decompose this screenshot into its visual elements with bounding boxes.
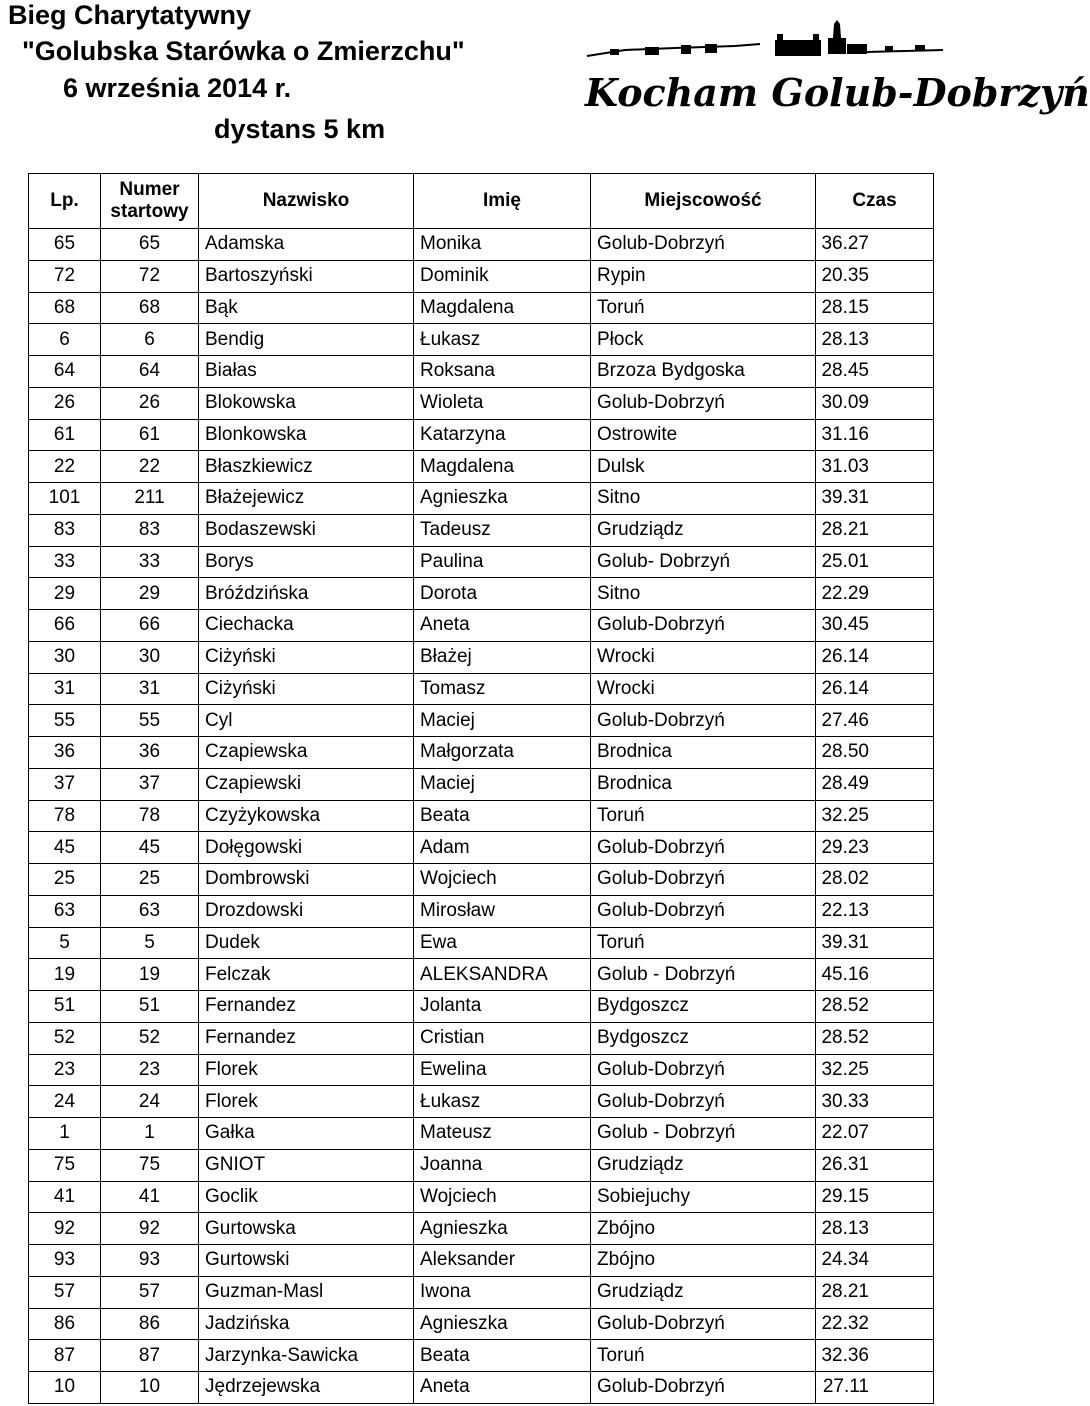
cell-time: 22.13 bbox=[816, 895, 934, 927]
cell-first-name: Tomasz bbox=[414, 673, 591, 705]
cell-time: 27.46 bbox=[816, 705, 934, 737]
table-row bbox=[29, 673, 934, 705]
cell-time: 25.01 bbox=[816, 546, 934, 578]
cell-lp: 78 bbox=[29, 800, 101, 832]
cell-surname: Florek bbox=[199, 1054, 414, 1086]
cell-start-number: 75 bbox=[101, 1149, 199, 1181]
cell-surname: Cyl bbox=[199, 705, 414, 737]
cell-surname: Felczak bbox=[199, 959, 414, 991]
table-row bbox=[29, 1181, 934, 1213]
cell-start-number: 64 bbox=[101, 356, 199, 388]
cell-town: Golub-Dobrzyń bbox=[591, 1308, 816, 1340]
cell-time: 39.31 bbox=[816, 927, 934, 959]
table-row bbox=[29, 1054, 934, 1086]
cell-first-name: Aleksander bbox=[414, 1245, 591, 1277]
cell-first-name: Łukasz bbox=[414, 324, 591, 356]
cell-town: Dulsk bbox=[591, 451, 816, 483]
cell-town: Zbójno bbox=[591, 1245, 816, 1277]
cell-surname: Ciżyński bbox=[199, 673, 414, 705]
cell-surname: Czapiewska bbox=[199, 737, 414, 769]
cell-first-name: Joanna bbox=[414, 1149, 591, 1181]
cell-time: 30.09 bbox=[816, 387, 934, 419]
cell-first-name: Wioleta bbox=[414, 387, 591, 419]
cell-start-number: 6 bbox=[101, 324, 199, 356]
cell-surname: Dudek bbox=[199, 927, 414, 959]
cell-time: 28.52 bbox=[816, 1022, 934, 1054]
cell-surname: Adamska bbox=[199, 229, 414, 261]
cell-town: Brodnica bbox=[591, 737, 816, 769]
cell-first-name: Dominik bbox=[414, 260, 591, 292]
cell-town: Grudziądz bbox=[591, 1276, 816, 1308]
cell-lp: 93 bbox=[29, 1245, 101, 1277]
cell-surname: Dołęgowski bbox=[199, 832, 414, 864]
cell-surname: Guzman-Masl bbox=[199, 1276, 414, 1308]
col-header-surname: Nazwisko bbox=[199, 174, 414, 229]
cell-start-number: 51 bbox=[101, 991, 199, 1023]
cell-start-number: 24 bbox=[101, 1086, 199, 1118]
table-row bbox=[29, 387, 934, 419]
cell-first-name: Wojciech bbox=[414, 1181, 591, 1213]
cell-start-number: 66 bbox=[101, 610, 199, 642]
cell-lp: 22 bbox=[29, 451, 101, 483]
cell-start-number: 68 bbox=[101, 292, 199, 324]
cell-town: Bydgoszcz bbox=[591, 1022, 816, 1054]
cell-lp: 66 bbox=[29, 610, 101, 642]
cell-lp: 19 bbox=[29, 959, 101, 991]
cell-start-number: 41 bbox=[101, 1181, 199, 1213]
cell-first-name: Ewelina bbox=[414, 1054, 591, 1086]
table-row bbox=[29, 800, 934, 832]
cell-surname: Bartoszyński bbox=[199, 260, 414, 292]
cell-first-name: Iwona bbox=[414, 1276, 591, 1308]
cell-surname: Bodaszewski bbox=[199, 514, 414, 546]
cell-first-name: Agnieszka bbox=[414, 1308, 591, 1340]
cell-start-number: 55 bbox=[101, 705, 199, 737]
cell-town: Grudziądz bbox=[591, 514, 816, 546]
cell-lp: 25 bbox=[29, 864, 101, 896]
cell-lp: 86 bbox=[29, 1308, 101, 1340]
cell-lp: 23 bbox=[29, 1054, 101, 1086]
cell-time: 27.11 bbox=[816, 1372, 934, 1404]
cell-town: Golub - Dobrzyń bbox=[591, 959, 816, 991]
col-header-town: Miejscowość bbox=[591, 174, 816, 229]
cell-start-number: 22 bbox=[101, 451, 199, 483]
cell-time: 28.21 bbox=[816, 1276, 934, 1308]
event-date: 6 września 2014 r. bbox=[63, 73, 292, 103]
table-row bbox=[29, 229, 934, 261]
cell-first-name: ALEKSANDRA bbox=[414, 959, 591, 991]
cell-surname: Gałka bbox=[199, 1118, 414, 1150]
cell-time: 39.31 bbox=[816, 483, 934, 515]
cell-lp: 26 bbox=[29, 387, 101, 419]
cell-surname: Drozdowski bbox=[199, 895, 414, 927]
cell-start-number: 33 bbox=[101, 546, 199, 578]
cell-time: 26.31 bbox=[816, 1149, 934, 1181]
cell-town: Golub- Dobrzyń bbox=[591, 546, 816, 578]
cell-first-name: Mateusz bbox=[414, 1118, 591, 1150]
cell-lp: 87 bbox=[29, 1340, 101, 1372]
cell-start-number: 72 bbox=[101, 260, 199, 292]
cell-lp: 61 bbox=[29, 419, 101, 451]
table-row bbox=[29, 959, 934, 991]
cell-surname: Ciżyński bbox=[199, 641, 414, 673]
cell-time: 45.16 bbox=[816, 959, 934, 991]
cell-town: Bydgoszcz bbox=[591, 991, 816, 1023]
cell-first-name: Tadeusz bbox=[414, 514, 591, 546]
cell-start-number: 10 bbox=[101, 1372, 199, 1404]
cell-lp: 29 bbox=[29, 578, 101, 610]
cell-first-name: Roksana bbox=[414, 356, 591, 388]
cell-time: 32.25 bbox=[816, 1054, 934, 1086]
table-row bbox=[29, 483, 934, 515]
cell-time: 31.03 bbox=[816, 451, 934, 483]
cell-time: 28.02 bbox=[816, 864, 934, 896]
castle-skyline-icon bbox=[585, 20, 945, 70]
cell-surname: Bąk bbox=[199, 292, 414, 324]
table-row bbox=[29, 356, 934, 388]
cell-town: Toruń bbox=[591, 292, 816, 324]
cell-lp: 75 bbox=[29, 1149, 101, 1181]
cell-start-number: 29 bbox=[101, 578, 199, 610]
cell-time: 22.29 bbox=[816, 578, 934, 610]
cell-time: 28.49 bbox=[816, 768, 934, 800]
cell-lp: 57 bbox=[29, 1276, 101, 1308]
col-header-time: Czas bbox=[816, 174, 934, 229]
cell-start-number: 65 bbox=[101, 229, 199, 261]
cell-town: Golub-Dobrzyń bbox=[591, 705, 816, 737]
cell-start-number: 92 bbox=[101, 1213, 199, 1245]
cell-time: 28.21 bbox=[816, 514, 934, 546]
cell-town: Golub-Dobrzyń bbox=[591, 1372, 816, 1404]
cell-time: 29.23 bbox=[816, 832, 934, 864]
col-header-lp: Lp. bbox=[29, 174, 101, 229]
cell-lp: 36 bbox=[29, 737, 101, 769]
cell-surname: Gurtowski bbox=[199, 1245, 414, 1277]
cell-start-number: 211 bbox=[101, 483, 199, 515]
cell-first-name: Beata bbox=[414, 800, 591, 832]
cell-first-name: Mirosław bbox=[414, 895, 591, 927]
cell-first-name: Cristian bbox=[414, 1022, 591, 1054]
cell-start-number: 45 bbox=[101, 832, 199, 864]
cell-lp: 65 bbox=[29, 229, 101, 261]
cell-town: Golub-Dobrzyń bbox=[591, 229, 816, 261]
cell-lp: 52 bbox=[29, 1022, 101, 1054]
cell-surname: Gurtowska bbox=[199, 1213, 414, 1245]
cell-first-name: Adam bbox=[414, 832, 591, 864]
table-row bbox=[29, 737, 934, 769]
cell-lp: 83 bbox=[29, 514, 101, 546]
cell-town: Płock bbox=[591, 324, 816, 356]
cell-surname: Jadzińska bbox=[199, 1308, 414, 1340]
table-row bbox=[29, 1372, 934, 1404]
cell-surname: Czyżykowska bbox=[199, 800, 414, 832]
cell-town: Golub-Dobrzyń bbox=[591, 895, 816, 927]
table-header-row bbox=[29, 174, 934, 229]
cell-town: Toruń bbox=[591, 800, 816, 832]
cell-start-number: 26 bbox=[101, 387, 199, 419]
cell-town: Wrocki bbox=[591, 673, 816, 705]
cell-start-number: 87 bbox=[101, 1340, 199, 1372]
table-row bbox=[29, 292, 934, 324]
cell-start-number: 83 bbox=[101, 514, 199, 546]
table-row bbox=[29, 546, 934, 578]
cell-time: 29.15 bbox=[816, 1181, 934, 1213]
results-body bbox=[29, 229, 934, 1404]
cell-lp: 55 bbox=[29, 705, 101, 737]
cell-lp: 101 bbox=[29, 483, 101, 515]
cell-town: Golub-Dobrzyń bbox=[591, 610, 816, 642]
cell-start-number: 23 bbox=[101, 1054, 199, 1086]
cell-first-name: Aneta bbox=[414, 610, 591, 642]
table-row bbox=[29, 1308, 934, 1340]
cell-town: Toruń bbox=[591, 1340, 816, 1372]
cell-surname: Fernandez bbox=[199, 1022, 414, 1054]
cell-town: Sitno bbox=[591, 483, 816, 515]
cell-lp: 24 bbox=[29, 1086, 101, 1118]
cell-lp: 41 bbox=[29, 1181, 101, 1213]
cell-start-number: 25 bbox=[101, 864, 199, 896]
cell-lp: 45 bbox=[29, 832, 101, 864]
cell-lp: 30 bbox=[29, 641, 101, 673]
cell-surname: GNIOT bbox=[199, 1149, 414, 1181]
cell-time: 22.07 bbox=[816, 1118, 934, 1150]
cell-first-name: Małgorzata bbox=[414, 737, 591, 769]
cell-town: Ostrowite bbox=[591, 419, 816, 451]
cell-first-name: Magdalena bbox=[414, 292, 591, 324]
cell-surname: Florek bbox=[199, 1086, 414, 1118]
cell-town: Brodnica bbox=[591, 768, 816, 800]
cell-start-number: 78 bbox=[101, 800, 199, 832]
col-header-first-name: Imię bbox=[414, 174, 591, 229]
cell-time: 32.36 bbox=[816, 1340, 934, 1372]
cell-town: Golub-Dobrzyń bbox=[591, 864, 816, 896]
cell-town: Sitno bbox=[591, 578, 816, 610]
table-row bbox=[29, 1022, 934, 1054]
cell-lp: 63 bbox=[29, 895, 101, 927]
cell-surname: Jarzynka-Sawicka bbox=[199, 1340, 414, 1372]
cell-start-number: 31 bbox=[101, 673, 199, 705]
cell-first-name: Ewa bbox=[414, 927, 591, 959]
cell-start-number: 30 bbox=[101, 641, 199, 673]
cell-time: 26.14 bbox=[816, 641, 934, 673]
table-row bbox=[29, 1118, 934, 1150]
cell-surname: Goclik bbox=[199, 1181, 414, 1213]
table-row bbox=[29, 1340, 934, 1372]
logo bbox=[585, 20, 1090, 120]
table-row bbox=[29, 895, 934, 927]
cell-time: 36.27 bbox=[816, 229, 934, 261]
cell-surname: Białas bbox=[199, 356, 414, 388]
cell-town: Golub - Dobrzyń bbox=[591, 1118, 816, 1150]
cell-first-name: Beata bbox=[414, 1340, 591, 1372]
table-row bbox=[29, 324, 934, 356]
cell-town: Golub-Dobrzyń bbox=[591, 387, 816, 419]
cell-lp: 51 bbox=[29, 991, 101, 1023]
table-row bbox=[29, 578, 934, 610]
logo-text: Kocham Golub-Dobrzyń bbox=[585, 70, 1090, 115]
cell-lp: 33 bbox=[29, 546, 101, 578]
cell-lp: 5 bbox=[29, 927, 101, 959]
cell-start-number: 5 bbox=[101, 927, 199, 959]
table-row bbox=[29, 832, 934, 864]
cell-first-name: Jolanta bbox=[414, 991, 591, 1023]
table-row bbox=[29, 864, 934, 896]
col-header-start-number: Numer startowy bbox=[101, 174, 199, 229]
cell-lp: 10 bbox=[29, 1372, 101, 1404]
table-row bbox=[29, 927, 934, 959]
cell-time: 28.50 bbox=[816, 737, 934, 769]
cell-first-name: Dorota bbox=[414, 578, 591, 610]
cell-start-number: 52 bbox=[101, 1022, 199, 1054]
cell-time: 28.45 bbox=[816, 356, 934, 388]
cell-surname: Bróździńska bbox=[199, 578, 414, 610]
cell-lp: 37 bbox=[29, 768, 101, 800]
cell-surname: Dombrowski bbox=[199, 864, 414, 896]
cell-surname: Błaszkiewicz bbox=[199, 451, 414, 483]
table-row bbox=[29, 610, 934, 642]
cell-first-name: Paulina bbox=[414, 546, 591, 578]
cell-surname: Blokowska bbox=[199, 387, 414, 419]
cell-lp: 72 bbox=[29, 260, 101, 292]
cell-first-name: Katarzyna bbox=[414, 419, 591, 451]
event-title: Bieg Charytatywny bbox=[8, 0, 252, 30]
cell-town: Golub-Dobrzyń bbox=[591, 1086, 816, 1118]
cell-town: Rypin bbox=[591, 260, 816, 292]
table-row bbox=[29, 1213, 934, 1245]
cell-town: Golub-Dobrzyń bbox=[591, 832, 816, 864]
cell-first-name: Agnieszka bbox=[414, 483, 591, 515]
cell-lp: 68 bbox=[29, 292, 101, 324]
cell-time: 26.14 bbox=[816, 673, 934, 705]
results-table bbox=[28, 173, 934, 1404]
cell-surname: Fernandez bbox=[199, 991, 414, 1023]
cell-surname: Borys bbox=[199, 546, 414, 578]
cell-start-number: 86 bbox=[101, 1308, 199, 1340]
cell-start-number: 37 bbox=[101, 768, 199, 800]
table-row bbox=[29, 991, 934, 1023]
cell-start-number: 57 bbox=[101, 1276, 199, 1308]
cell-time: 28.13 bbox=[816, 324, 934, 356]
cell-first-name: Maciej bbox=[414, 705, 591, 737]
table-row bbox=[29, 1149, 934, 1181]
cell-first-name: Aneta bbox=[414, 1372, 591, 1404]
cell-town: Toruń bbox=[591, 927, 816, 959]
cell-town: Grudziądz bbox=[591, 1149, 816, 1181]
cell-time: 28.13 bbox=[816, 1213, 934, 1245]
cell-surname: Czapiewski bbox=[199, 768, 414, 800]
cell-first-name: Łukasz bbox=[414, 1086, 591, 1118]
cell-time: 22.32 bbox=[816, 1308, 934, 1340]
cell-town: Wrocki bbox=[591, 641, 816, 673]
cell-surname: Jędrzejewska bbox=[199, 1372, 414, 1404]
cell-first-name: Maciej bbox=[414, 768, 591, 800]
event-distance: dystans 5 km bbox=[214, 114, 386, 144]
table-row bbox=[29, 1245, 934, 1277]
cell-town: Zbójno bbox=[591, 1213, 816, 1245]
table-row bbox=[29, 1086, 934, 1118]
cell-first-name: Błażej bbox=[414, 641, 591, 673]
cell-first-name: Wojciech bbox=[414, 864, 591, 896]
table-row bbox=[29, 641, 934, 673]
cell-first-name: Magdalena bbox=[414, 451, 591, 483]
cell-time: 24.34 bbox=[816, 1245, 934, 1277]
event-name: "Golubska Starówka o Zmierzchu" bbox=[22, 36, 465, 66]
cell-start-number: 93 bbox=[101, 1245, 199, 1277]
table-row bbox=[29, 451, 934, 483]
cell-lp: 64 bbox=[29, 356, 101, 388]
cell-lp: 6 bbox=[29, 324, 101, 356]
cell-first-name: Agnieszka bbox=[414, 1213, 591, 1245]
cell-start-number: 19 bbox=[101, 959, 199, 991]
cell-time: 31.16 bbox=[816, 419, 934, 451]
cell-surname: Blonkowska bbox=[199, 419, 414, 451]
cell-town: Brzoza Bydgoska bbox=[591, 356, 816, 388]
cell-start-number: 36 bbox=[101, 737, 199, 769]
table-row bbox=[29, 260, 934, 292]
cell-surname: Bendig bbox=[199, 324, 414, 356]
cell-lp: 31 bbox=[29, 673, 101, 705]
cell-lp: 92 bbox=[29, 1213, 101, 1245]
cell-lp: 1 bbox=[29, 1118, 101, 1150]
cell-time: 30.33 bbox=[816, 1086, 934, 1118]
table-row bbox=[29, 1276, 934, 1308]
cell-time: 30.45 bbox=[816, 610, 934, 642]
cell-start-number: 61 bbox=[101, 419, 199, 451]
cell-town: Golub-Dobrzyń bbox=[591, 1054, 816, 1086]
cell-surname: Ciechacka bbox=[199, 610, 414, 642]
cell-start-number: 63 bbox=[101, 895, 199, 927]
cell-first-name: Monika bbox=[414, 229, 591, 261]
cell-time: 20.35 bbox=[816, 260, 934, 292]
table-row bbox=[29, 768, 934, 800]
cell-time: 32.25 bbox=[816, 800, 934, 832]
table-row bbox=[29, 514, 934, 546]
table-row bbox=[29, 705, 934, 737]
cell-time: 28.15 bbox=[816, 292, 934, 324]
table-row bbox=[29, 419, 934, 451]
cell-surname: Błażejewicz bbox=[199, 483, 414, 515]
cell-start-number: 1 bbox=[101, 1118, 199, 1150]
cell-time: 28.52 bbox=[816, 991, 934, 1023]
cell-town: Sobiejuchy bbox=[591, 1181, 816, 1213]
